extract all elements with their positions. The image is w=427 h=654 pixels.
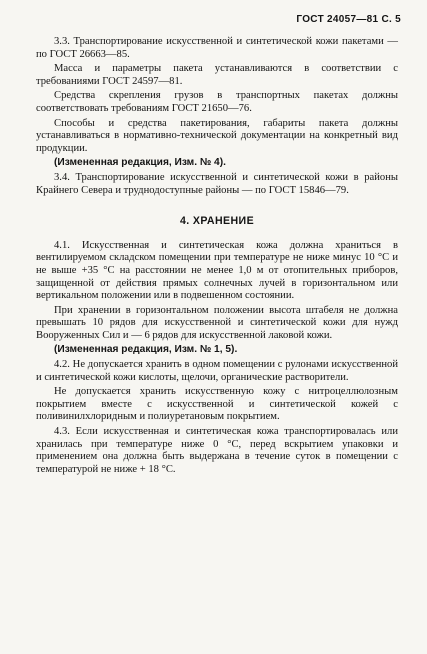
page-header: ГОСТ 24057—81 С. 5 bbox=[296, 14, 401, 25]
paragraph-4-1: 4.1. Искусственная и синтетическая кожа должна храниться в вентилируемом складском помещении при температуре не ниже минус 10 °С и не выше +35 °С на расстоянии не менее 1,0 м от отопительных приборов, защищенной от действия прямых солнечных лучей в горизонтальном или вертикальном положении или в подвешенном состоянии. bbox=[36, 239, 398, 302]
amendment-note-1: (Измененная редакция, Изм. № 4). bbox=[54, 157, 226, 169]
paragraph-4-2-nitro: Не допускается хранить искусственную кожу с нитроцеллюлозным покрытием вместе с искусственной и синтетической кожей с поливинилхлоридным и полиуретановым покрытием. bbox=[36, 386, 398, 423]
paragraph-3-3-mass: Масса и параметры пакета устанавливаются в соответствии с требованиями ГОСТ 24597—81. bbox=[36, 63, 398, 87]
document-body bbox=[36, 36, 398, 478]
paragraph-3-3-packaging: Способы и средства пакетирования, габариты пакета должны устанавливаться в нормативно-технической документации на конкретный вид продукции. bbox=[36, 117, 398, 154]
paragraph-4-3: 4.3. Если искусственная и синтетическая кожа транспортировалась или хранилась при температуре ниже 0 °С, перед вскрытием упаковки и применением она должна быть выдержана в течение суток в помещении с температурой не ниже + 18 °С. bbox=[36, 426, 398, 475]
paragraph-3-3: 3.3. Транспортирование искусственной и синтетической кожи пакетами — по ГОСТ 26663—85. bbox=[36, 36, 398, 60]
amendment-note-2: (Измененная редакция, Изм. № 1, 5). bbox=[54, 344, 238, 356]
paragraph-3-3-fastening: Средства скрепления грузов в транспортных пакетах должны соответствовать требованиям ГОСТ 21650—76. bbox=[36, 90, 398, 114]
paragraph-3-4: 3.4. Транспортирование искусственной и синтетической кожи в районы Крайнего Севера и труднодоступные районы — по ГОСТ 15846—79. bbox=[36, 171, 398, 196]
paragraph-4-2: 4.2. Не допускается хранить в одном помещении с рулонами искусственной и синтетической кожи кислоты, щелочи, органические растворители. bbox=[36, 359, 398, 383]
paragraph-4-1-stacking: При хранении в горизонтальном положении высота штабеля не должна превышать 10 рядов для искусственной и синтетической кожи для нужд Вооруженных Сил и — 6 рядов для искусственной лаковой кожи. bbox=[36, 304, 398, 341]
section-title-storage: 4. ХРАНЕНИЕ bbox=[179, 215, 255, 228]
